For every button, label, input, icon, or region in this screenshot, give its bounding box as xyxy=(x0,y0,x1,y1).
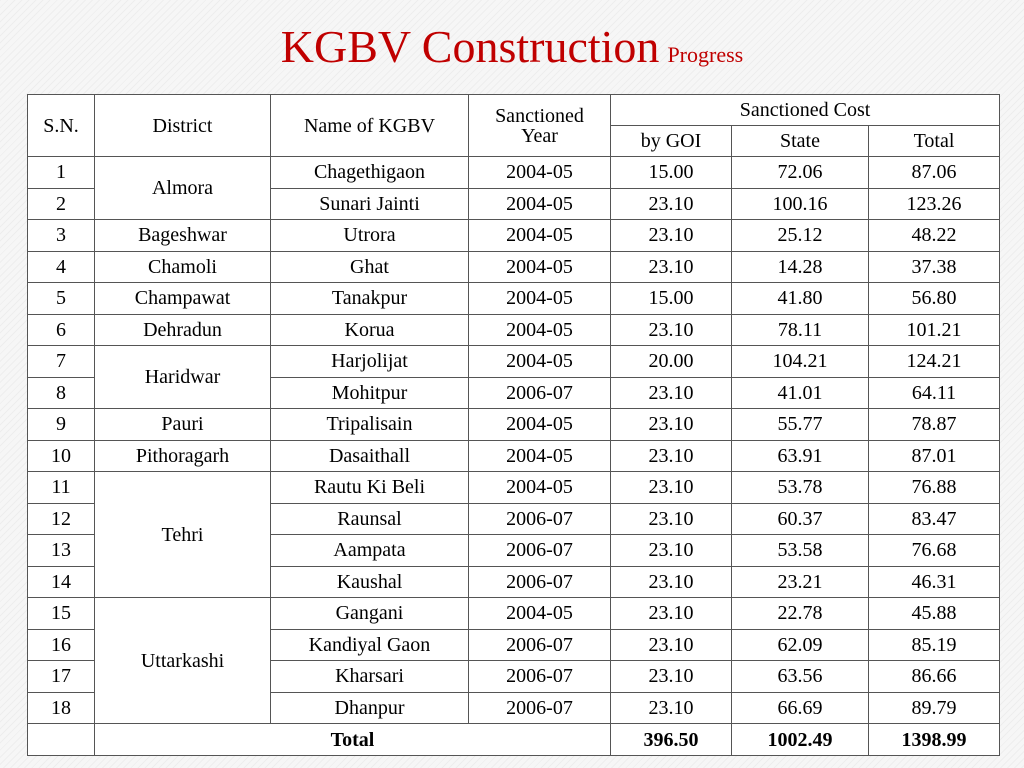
cell-goi: 23.10 xyxy=(611,251,732,283)
cell-total: 123.26 xyxy=(869,188,1000,220)
cell-state: 60.37 xyxy=(732,503,869,535)
cell-year: 2004-05 xyxy=(469,283,611,315)
cell-year: 2006-07 xyxy=(469,629,611,661)
cell-goi: 23.10 xyxy=(611,220,732,252)
cell-state: 22.78 xyxy=(732,598,869,630)
cell-district: Tehri xyxy=(95,472,271,598)
cell-kgbv: Kandiyal Gaon xyxy=(271,629,469,661)
cell-goi: 23.10 xyxy=(611,692,732,724)
cell-total: 37.38 xyxy=(869,251,1000,283)
cell-sn: 7 xyxy=(28,346,95,378)
cell-goi: 23.10 xyxy=(611,472,732,504)
total-state: 1002.49 xyxy=(732,724,869,756)
cell-year: 2004-05 xyxy=(469,220,611,252)
header-kgbv: Name of KGBV xyxy=(271,95,469,157)
total-row xyxy=(28,724,1000,756)
slide-title xyxy=(0,20,1024,73)
cell-total: 86.66 xyxy=(869,661,1000,693)
cell-kgbv: Aampata xyxy=(271,535,469,567)
total-row-empty-cell xyxy=(28,724,95,756)
cell-kgbv: Tanakpur xyxy=(271,283,469,315)
header-total: Total xyxy=(869,126,1000,157)
cell-district: Champawat xyxy=(95,283,271,315)
total-goi: 396.50 xyxy=(611,724,732,756)
cell-kgbv: Kharsari xyxy=(271,661,469,693)
cell-state: 14.28 xyxy=(732,251,869,283)
header-state: State xyxy=(732,126,869,157)
cell-year: 2004-05 xyxy=(469,188,611,220)
table-row xyxy=(28,157,1000,189)
cell-district: Bageshwar xyxy=(95,220,271,252)
cell-state: 63.56 xyxy=(732,661,869,693)
header-row xyxy=(28,95,1000,126)
cell-year: 2004-05 xyxy=(469,314,611,346)
slide-title-sub: Progress xyxy=(667,42,744,67)
cell-goi: 23.10 xyxy=(611,440,732,472)
cell-sn: 3 xyxy=(28,220,95,252)
cell-total: 64.11 xyxy=(869,377,1000,409)
cell-total: 45.88 xyxy=(869,598,1000,630)
cell-kgbv: Dhanpur xyxy=(271,692,469,724)
cell-kgbv: Chagethigaon xyxy=(271,157,469,189)
cell-year: 2004-05 xyxy=(469,157,611,189)
cell-state: 23.21 xyxy=(732,566,869,598)
header-by-goi: by GOI xyxy=(611,126,732,157)
cell-sn: 5 xyxy=(28,283,95,315)
header-sanctioned-year-line1: Sanctioned xyxy=(495,104,584,127)
cell-total: 76.88 xyxy=(869,472,1000,504)
cell-year: 2004-05 xyxy=(469,598,611,630)
cell-goi: 15.00 xyxy=(611,157,732,189)
cell-goi: 23.10 xyxy=(611,661,732,693)
cell-kgbv: Sunari Jainti xyxy=(271,188,469,220)
cell-total: 87.01 xyxy=(869,440,1000,472)
cell-district: Haridwar xyxy=(95,346,271,409)
cell-kgbv: Rautu Ki Beli xyxy=(271,472,469,504)
total-total: 1398.99 xyxy=(869,724,1000,756)
cell-total: 87.06 xyxy=(869,157,1000,189)
table-row xyxy=(28,346,1000,378)
cell-total: 56.80 xyxy=(869,283,1000,315)
cell-kgbv: Raunsal xyxy=(271,503,469,535)
cell-sn: 16 xyxy=(28,629,95,661)
cell-sn: 1 xyxy=(28,157,95,189)
cell-state: 63.91 xyxy=(732,440,869,472)
cell-goi: 23.10 xyxy=(611,314,732,346)
cell-total: 83.47 xyxy=(869,503,1000,535)
cell-year: 2006-07 xyxy=(469,503,611,535)
cell-goi: 23.10 xyxy=(611,188,732,220)
table-row xyxy=(28,440,1000,472)
cell-state: 72.06 xyxy=(732,157,869,189)
cell-sn: 18 xyxy=(28,692,95,724)
cell-district: Chamoli xyxy=(95,251,271,283)
cell-goi: 23.10 xyxy=(611,535,732,567)
cell-kgbv: Harjolijat xyxy=(271,346,469,378)
header-sn: S.N. xyxy=(28,95,95,157)
kgbv-progress-table xyxy=(27,94,1000,756)
cell-district: Almora xyxy=(95,157,271,220)
cell-district: Pauri xyxy=(95,409,271,441)
cell-sn: 2 xyxy=(28,188,95,220)
cell-total: 46.31 xyxy=(869,566,1000,598)
cell-sn: 9 xyxy=(28,409,95,441)
cell-year: 2004-05 xyxy=(469,440,611,472)
cell-sn: 11 xyxy=(28,472,95,504)
cell-total: 76.68 xyxy=(869,535,1000,567)
cell-kgbv: Dasaithall xyxy=(271,440,469,472)
cell-district: Uttarkashi xyxy=(95,598,271,724)
header-sanctioned-cost: Sanctioned Cost xyxy=(611,95,1000,126)
cell-goi: 23.10 xyxy=(611,566,732,598)
cell-kgbv: Mohitpur xyxy=(271,377,469,409)
cell-year: 2006-07 xyxy=(469,566,611,598)
cell-year: 2006-07 xyxy=(469,377,611,409)
total-label: Total xyxy=(95,724,611,756)
cell-state: 41.01 xyxy=(732,377,869,409)
cell-goi: 23.10 xyxy=(611,503,732,535)
cell-goi: 23.10 xyxy=(611,598,732,630)
cell-state: 55.77 xyxy=(732,409,869,441)
cell-total: 101.21 xyxy=(869,314,1000,346)
cell-kgbv: Korua xyxy=(271,314,469,346)
table-row xyxy=(28,251,1000,283)
cell-state: 104.21 xyxy=(732,346,869,378)
cell-district: Pithoragarh xyxy=(95,440,271,472)
cell-goi: 20.00 xyxy=(611,346,732,378)
cell-sn: 10 xyxy=(28,440,95,472)
cell-total: 89.79 xyxy=(869,692,1000,724)
cell-state: 100.16 xyxy=(732,188,869,220)
cell-state: 53.58 xyxy=(732,535,869,567)
header-sanctioned-year xyxy=(469,95,611,157)
cell-year: 2004-05 xyxy=(469,346,611,378)
cell-state: 78.11 xyxy=(732,314,869,346)
cell-state: 66.69 xyxy=(732,692,869,724)
cell-goi: 23.10 xyxy=(611,409,732,441)
cell-goi: 23.10 xyxy=(611,377,732,409)
slide-title-main: KGBV Construction xyxy=(280,21,660,72)
cell-sn: 17 xyxy=(28,661,95,693)
table-row xyxy=(28,283,1000,315)
cell-kgbv: Utrora xyxy=(271,220,469,252)
table-row xyxy=(28,314,1000,346)
header-sanctioned-year-line2: Year xyxy=(521,124,558,147)
cell-state: 62.09 xyxy=(732,629,869,661)
cell-goi: 23.10 xyxy=(611,629,732,661)
cell-kgbv: Ghat xyxy=(271,251,469,283)
cell-kgbv: Tripalisain xyxy=(271,409,469,441)
cell-sn: 8 xyxy=(28,377,95,409)
cell-state: 53.78 xyxy=(732,472,869,504)
cell-year: 2006-07 xyxy=(469,661,611,693)
cell-year: 2006-07 xyxy=(469,692,611,724)
cell-sn: 6 xyxy=(28,314,95,346)
cell-sn: 13 xyxy=(28,535,95,567)
cell-state: 41.80 xyxy=(732,283,869,315)
cell-total: 124.21 xyxy=(869,346,1000,378)
cell-total: 48.22 xyxy=(869,220,1000,252)
cell-sn: 14 xyxy=(28,566,95,598)
cell-total: 78.87 xyxy=(869,409,1000,441)
cell-year: 2006-07 xyxy=(469,535,611,567)
cell-sn: 12 xyxy=(28,503,95,535)
table-row xyxy=(28,409,1000,441)
cell-year: 2004-05 xyxy=(469,472,611,504)
table-row xyxy=(28,472,1000,504)
cell-year: 2004-05 xyxy=(469,251,611,283)
cell-district: Dehradun xyxy=(95,314,271,346)
cell-year: 2004-05 xyxy=(469,409,611,441)
header-district: District xyxy=(95,95,271,157)
cell-total: 85.19 xyxy=(869,629,1000,661)
table-row xyxy=(28,220,1000,252)
cell-goi: 15.00 xyxy=(611,283,732,315)
cell-kgbv: Gangani xyxy=(271,598,469,630)
cell-sn: 4 xyxy=(28,251,95,283)
cell-sn: 15 xyxy=(28,598,95,630)
cell-state: 25.12 xyxy=(732,220,869,252)
table-row xyxy=(28,598,1000,630)
cell-kgbv: Kaushal xyxy=(271,566,469,598)
